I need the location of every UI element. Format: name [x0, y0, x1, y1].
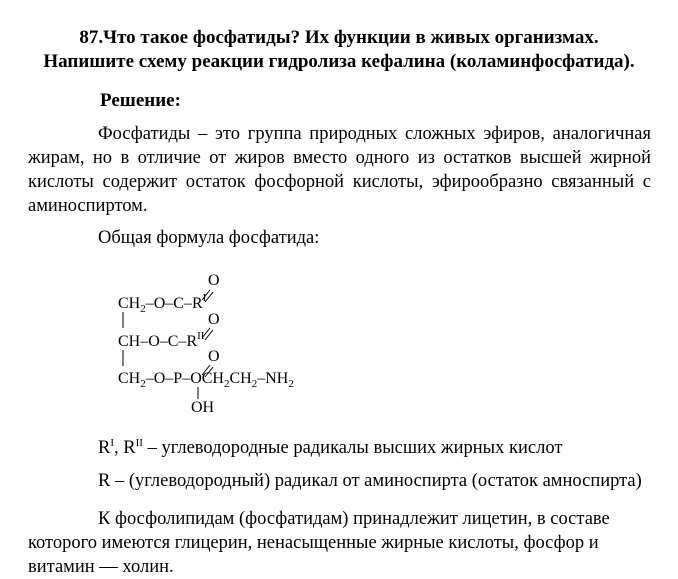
question-title-line2: Напишите схему реакции гидролиза кефалина (коламинфосфатида). [43, 51, 635, 72]
phosphatide-structural-formula [110, 268, 350, 418]
solution-label: Решение: [100, 90, 181, 111]
carbonyl-oxygen-1: O [208, 272, 220, 289]
legend-r-radicals: $R^I$, $R^{II}$ – углеводородные радикалы высших жирных кислот [98, 437, 563, 459]
question-title-line1: 87.Что такое фосфатиды? Их функции в живых организмах. [79, 27, 599, 48]
hydroxyl-group: OH [191, 399, 215, 416]
formula-row2: $CH-O-C-R^{II}$ [118, 330, 205, 350]
formula-row1: $CH_2-O-C-R^I$ [118, 292, 207, 315]
legend-r-aminoalcohol: R – (углеводородный) радикал от аминоспирта (остаток амноспирта) [98, 471, 642, 491]
phosphoryl-oxygen: O [208, 348, 220, 365]
formula-row3: $CH_2-O-P-OCH_2CH_2-NH_2$ [118, 370, 294, 390]
lecithin-paragraph: К фосфолипидам (фосфатидам) принадлежит лицетин, в составе которого имеются глицерин, ненасыщенные жирные кислоты, фосфор и витамин — холин. [28, 509, 610, 577]
definition-paragraph: Фосфатиды – это группа природных сложных эфиров, аналогичная жирам, но в отличие от жиров вместо одного из остатков высшей жирной кислоты содержит остаток фосфорной кислоты, эфирообразно связанный с аминоспиртом. [28, 124, 651, 216]
general-formula-label: Общая формула фосфатида: [98, 228, 320, 248]
carbonyl-oxygen-2: O [208, 311, 220, 328]
